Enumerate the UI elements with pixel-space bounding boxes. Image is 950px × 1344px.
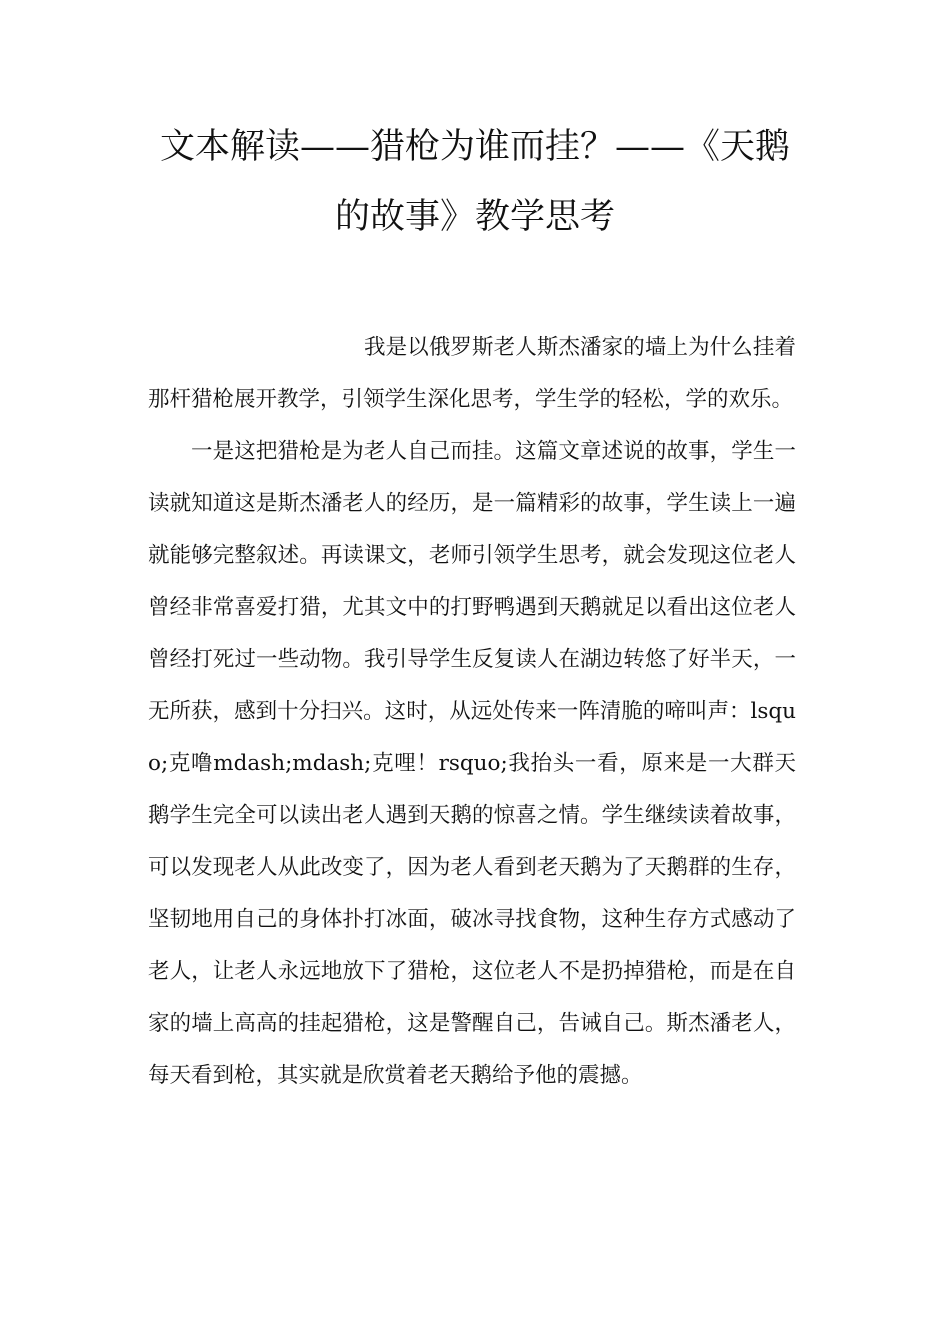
paragraph-point-one: 一是这把猎枪是为老人自己而挂。这篇文章述说的故事，学生一读就知道这是斯杰潘老人的经历，是一篇精彩的故事，学生读上一遍就能够完整叙述。再读课文，老师引领学生思考，就会发现这位老人曾经非常喜爱打猎，尤其文中的打野鸭遇到天鹅就足以看出这位老人曾经打死过一些动物。我引导学生反复读人在湖边转悠了好半天，一无所获，感到十分扫兴。这时，从远处传来一阵清脆的啼叫声：lsquo;克噜mdash;mdash;克哩！rsquo;我抬头一看，原来是一大群天鹅学生完全可以读出老人遇到天鹅的惊喜之情。学生继续读着故事，可以发现老人从此改变了，因为老人看到老天鹅为了天鹅群的生存，坚韧地用自己的身体扑打冰面，破冰寻找食物，这种生存方式感动了老人，让老人永远地放下了猎枪，这位老人不是扔掉猎枪，而是在自家的墙上高高的挂起猎枪，这是警醒自己，告诫自己。斯杰潘老人，每天看到枪，其实就是欣赏着老天鹅给予他的震撼。	[148, 439, 796, 1088]
document-body	[148, 322, 796, 1102]
document-title: 文本解读——猎枪为谁而挂？——《天鹅的故事》教学思考	[159, 127, 790, 237]
paragraph-intro: 我是以俄罗斯老人斯杰潘家的墙上为什么挂着那杆猎枪展开教学，引领学生深化思考，学生学的轻松，学的欢乐。	[148, 335, 796, 412]
